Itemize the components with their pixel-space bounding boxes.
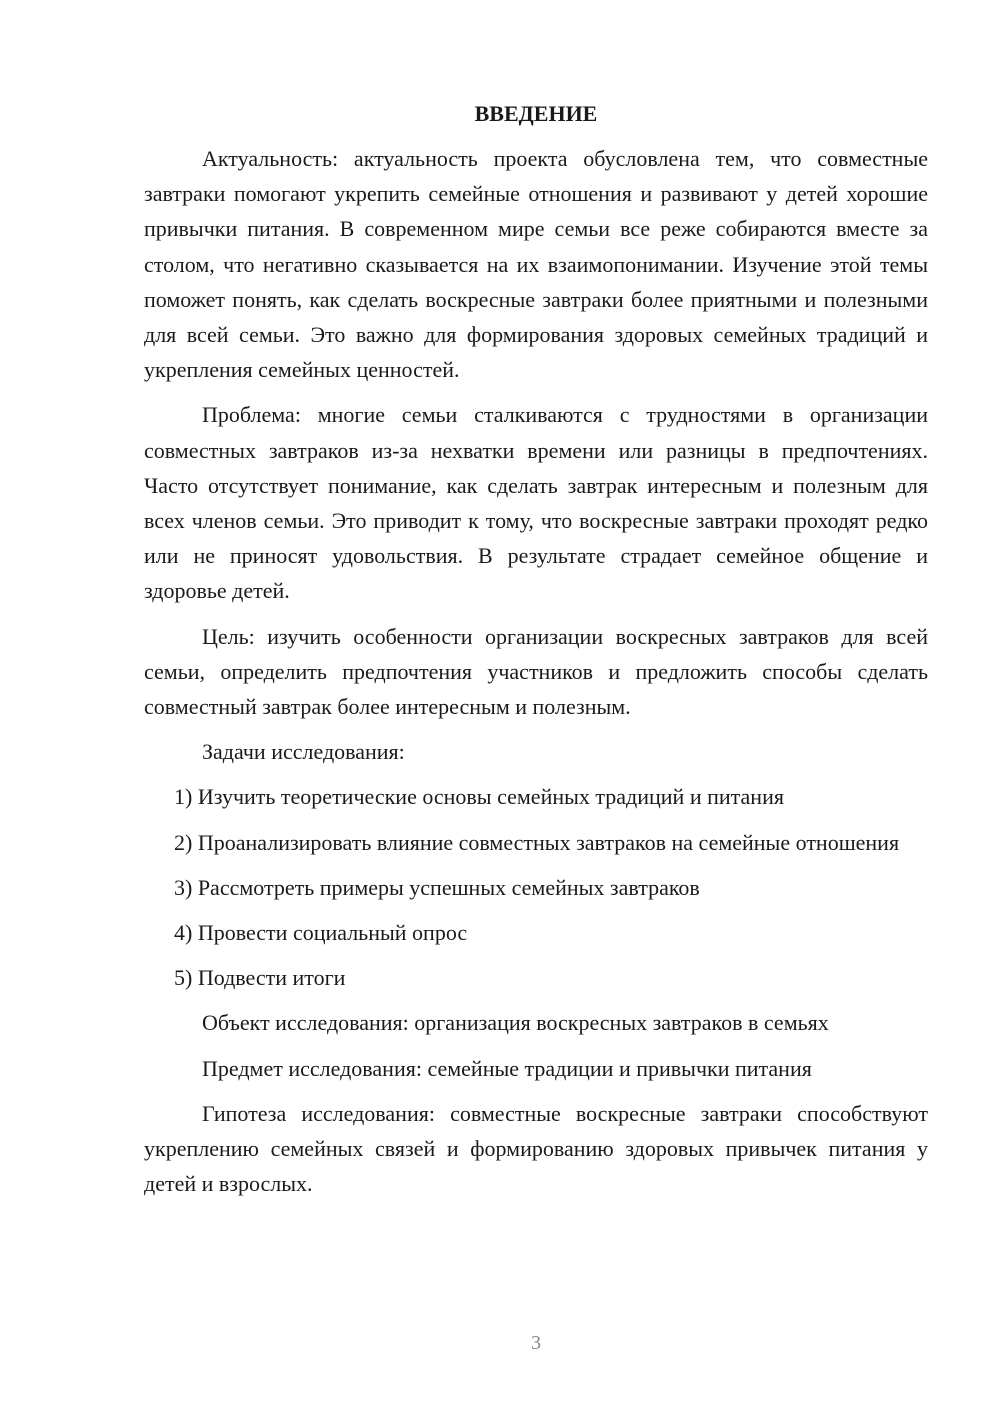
task-item-1: 1) Изучить теоретические основы семейных традиций и питания <box>174 784 784 810</box>
page-number: 3 <box>531 1332 541 1354</box>
tasks-title: Задачи исследования: <box>202 739 405 765</box>
research-subject: Предмет исследования: семейные традиции и привычки питания <box>202 1055 812 1081</box>
section-heading: ВВЕДЕНИЕ <box>474 101 598 126</box>
page-content <box>144 96 928 1211</box>
hypothesis-paragraph: Гипотеза исследования: совместные воскресные завтраки способствуют укреплению семейных связей и формированию здоровых привычек питания у детей и взрослых. <box>144 1100 928 1197</box>
problem-paragraph: Проблема: многие семьи сталкиваются с трудностями в организации совместных завтраков из-за нехватки времени или разницы в предпочтениях. Часто отсутствует понимание, как сделать завтрак интересным и полезным для всех членов семьи. Это приводит к тому, что воскресные завтраки проходят редко или не приносят удовольствия. В результате страдает семейное общение и здоровье детей. <box>144 402 928 604</box>
relevance-paragraph: Актуальность: актуальность проекта обусловлена тем, что совместные завтраки помогают укрепить семейные отношения и развивают у детей хорошие привычки питания. В современном мире семьи все реже собираются вместе за столом, что негативно сказывается на их взаимопонимании. Изучение этой темы поможет понять, как сделать воскресные завтраки более приятными и полезными для всей семьи. Это важно для формирования здоровых семейных традиций и укрепления семейных ценностей. <box>144 146 928 383</box>
task-item-3: 3) Рассмотреть примеры успешных семейных завтраков <box>174 874 700 900</box>
task-item-2: 2) Проанализировать влияние совместных завтраков на семейные отношения <box>174 829 900 855</box>
task-item-4: 4) Провести социальный опрос <box>174 920 468 946</box>
research-object: Объект исследования: организация воскресных завтраков в семьях <box>202 1010 829 1036</box>
task-item-5: 5) Подвести итоги <box>174 965 346 991</box>
goal-paragraph: Цель: изучить особенности организации воскресных завтраков для всей семьи, определить предпочтения участников и предложить способы сделать совместный завтрак более интересным и полезным. <box>144 623 928 720</box>
